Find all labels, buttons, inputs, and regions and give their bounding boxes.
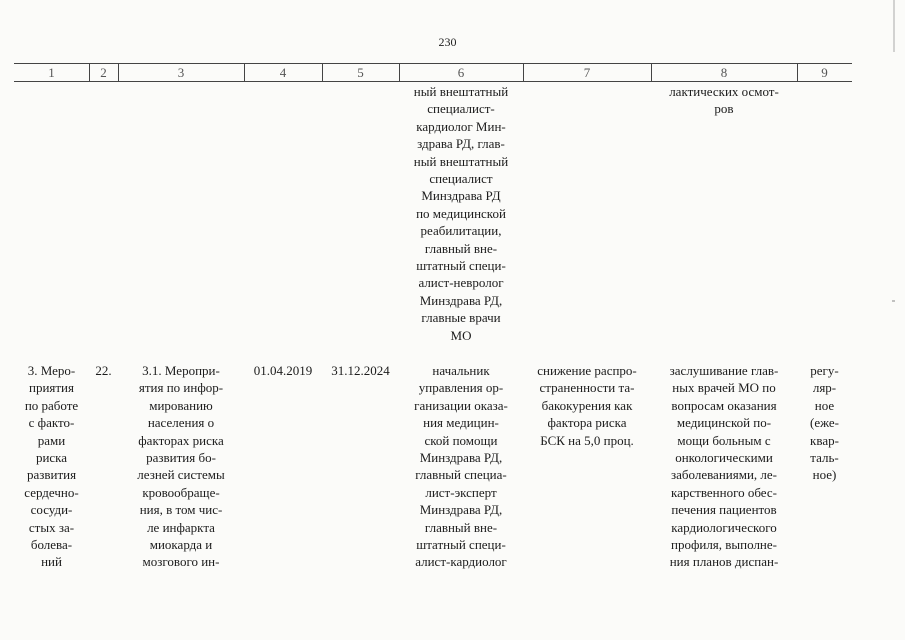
end-date-cell: 31.12.2024 xyxy=(331,363,390,378)
column-number-4: 4 xyxy=(279,65,287,80)
responsible-cell: начальник управления ор- ганизации оказа- ния медицин- ской помощи Минздрава РД, главный специа- лист-эксперт Минздрава РД, главный вне- штатный специ- алист-кардиолог xyxy=(414,363,508,570)
row-number-cell: 22. xyxy=(95,363,112,378)
measure-cell: 3.1. Меропри- ятия по инфор- мированию населения о факторах риска развития бо- лезней системы кровообраще- ния, в том чис- ле инфаркта миокарда и мозгового ин- xyxy=(137,363,225,570)
column-number-3: 3 xyxy=(177,65,185,80)
column-number-9: 9 xyxy=(821,65,828,80)
column-number-7: 7 xyxy=(583,65,591,80)
column-number-2: 2 xyxy=(100,65,107,80)
start-date-cell: 01.04.2019 xyxy=(253,363,313,378)
header-bottom-rule xyxy=(14,81,852,82)
scan-artifact xyxy=(892,300,895,302)
section-title-cell: 3. Меро- приятия по работе с факто- рами риска развития сердечно- сосуди- стых за- болева- ний xyxy=(24,363,79,570)
column-number-1: 1 xyxy=(48,65,55,80)
expected-result-cell: снижение распро- страненности та- бакокурения как фактора риска БСК на 5,0 проц. xyxy=(537,363,637,448)
continuation-responsible-cell: ный внештатный специалист- кардиолог Мин- здрава РД, глав- ный внештатный специалист Минздрава РД по медицинской реабилитации, главный вне- штатный специ- алист-невролог Минздрава РД, главные врачи МО xyxy=(413,84,509,343)
header-top-rule xyxy=(14,63,852,64)
column-number-6: 6 xyxy=(457,65,465,80)
column-number-8: 8 xyxy=(720,65,728,80)
scan-artifact xyxy=(893,0,895,52)
column-number-5: 5 xyxy=(357,65,364,80)
page-number: 230 xyxy=(438,35,457,49)
continuation-description-cell: лактических осмот- ров xyxy=(669,84,779,117)
frequency-cell: регу- ляр- ное (еже- квар- таль- ное) xyxy=(809,363,839,483)
description-cell: заслушивание глав- ных врачей МО по вопросам оказания медицинской по- мощи больным с онкологическими заболеваниями, ле- карственного обес- печения пациентов кардиологического профиля, выполне- ния планов диспан- xyxy=(669,363,779,570)
